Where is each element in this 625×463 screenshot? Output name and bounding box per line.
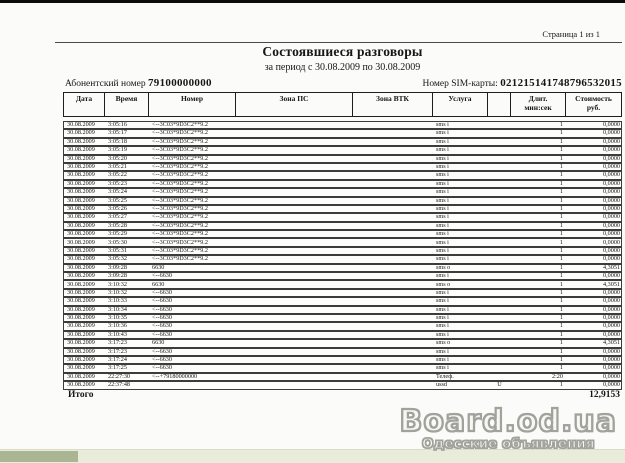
table-cell: 3:05:23 xyxy=(108,180,127,187)
table-header-row xyxy=(63,92,622,117)
table-cell: 3:05:24 xyxy=(108,189,127,196)
table-row xyxy=(63,264,622,272)
table-cell: 1 xyxy=(559,357,563,364)
table-cell: sms i xyxy=(436,256,449,263)
table-cell: 3:05:32 xyxy=(108,256,127,263)
table-cell: 1 xyxy=(559,206,563,212)
column-header: Дата xyxy=(64,93,105,116)
table-cell: sms i xyxy=(436,289,449,296)
sim-number xyxy=(422,77,622,89)
table-cell: sms i xyxy=(436,273,449,280)
table-cell: 3:10:43 xyxy=(108,331,127,338)
total-line xyxy=(68,390,620,400)
table-cell: 3:05:18 xyxy=(108,138,127,145)
table-cell: 1 xyxy=(559,138,563,145)
table-cell: 30.08.2009 xyxy=(67,340,95,347)
table-row xyxy=(63,272,622,280)
table-cell: 1 xyxy=(559,348,563,355)
table-cell: 3:17:24 xyxy=(108,357,127,364)
total-value: 12,9153 xyxy=(589,390,620,400)
sim-number-value: 021215141748796532015 xyxy=(500,77,622,89)
table-cell: sms o xyxy=(436,264,451,271)
table-row xyxy=(63,146,622,154)
table-cell: 1 xyxy=(559,264,563,271)
table-cell: sms i xyxy=(436,138,449,145)
table-cell: 30.08.2009 xyxy=(67,197,95,204)
table-cell: <--6630 xyxy=(152,289,172,296)
table-cell: 0,0000 xyxy=(602,323,620,330)
table-cell: 0,0000 xyxy=(602,315,620,322)
table-cell: <--6630 xyxy=(152,365,172,372)
total-label: Итого xyxy=(68,390,94,400)
table-cell: 0,0000 xyxy=(602,155,620,162)
table-cell: sms i xyxy=(436,180,449,187)
sim-number-label: Номер SIM-карты: xyxy=(422,79,498,89)
table-cell: sms i xyxy=(436,172,449,179)
table-row xyxy=(63,230,622,238)
table-cell: 30.08.2009 xyxy=(67,281,95,288)
table-cell: 3:17:23 xyxy=(108,340,127,347)
table-cell: 1 xyxy=(559,197,563,204)
table-cell: 30.08.2009 xyxy=(67,130,95,137)
table-cell: 0,0000 xyxy=(602,289,620,296)
table-row xyxy=(63,364,622,372)
table-cell: 0,0000 xyxy=(602,239,620,246)
column-header: Номер xyxy=(149,93,236,116)
top-black-bar xyxy=(0,0,625,3)
table-cell: 30.08.2009 xyxy=(67,180,95,187)
table-cell: 3:10:32 xyxy=(108,281,127,288)
table-cell: sms i xyxy=(436,365,449,372)
table-cell: 1 xyxy=(559,365,563,372)
table-row xyxy=(63,155,622,163)
table-cell: 1 xyxy=(559,155,563,162)
table-cell: 3:05:16 xyxy=(108,122,127,129)
table-cell: 30.08.2009 xyxy=(67,331,95,338)
table-cell: <--6630 xyxy=(152,323,172,330)
table-cell: sms i xyxy=(436,214,449,221)
table-cell: sms i xyxy=(436,231,449,238)
table-row xyxy=(63,121,622,129)
table-row xyxy=(63,188,622,196)
table-cell: sms i xyxy=(436,164,449,171)
table-cell: 1 xyxy=(559,273,563,280)
table-cell: sms i xyxy=(436,323,449,330)
table-cell: 30.08.2009 xyxy=(67,231,95,238)
table-cell: 3:10:34 xyxy=(108,306,127,313)
table-cell: <--3C03*9D3C2**9.2 xyxy=(152,214,208,221)
table-cell: U xyxy=(497,382,502,389)
table-cell: 3:05:28 xyxy=(108,222,127,229)
table-cell: 0,0000 xyxy=(602,231,620,238)
table-cell: sms i xyxy=(436,331,449,338)
table-cell: 0,0000 xyxy=(602,306,620,313)
table-cell: sms i xyxy=(436,155,449,162)
table-cell: 3:05:25 xyxy=(108,197,127,204)
table-cell: 30.08.2009 xyxy=(67,373,95,380)
table-cell: 1 xyxy=(559,214,563,221)
table-cell: 30.08.2009 xyxy=(67,298,95,305)
table-row xyxy=(63,289,622,297)
table-cell: sms o xyxy=(436,340,451,347)
table-cell: <--3C03*9D3C2**9.2 xyxy=(152,197,208,204)
table-cell: 30.08.2009 xyxy=(67,348,95,355)
table-cell: 30.08.2009 xyxy=(67,365,95,372)
table-cell: <--6630 xyxy=(152,357,172,364)
table-cell: sms i xyxy=(436,222,449,229)
table-row xyxy=(63,356,622,364)
table-cell: 0,0000 xyxy=(602,122,620,129)
table-cell: 0,0000 xyxy=(602,373,620,380)
table-cell: <--3C03*9D3C2**9.2 xyxy=(152,164,208,171)
table-cell: 30.08.2009 xyxy=(67,164,95,171)
table-cell: 0,0000 xyxy=(602,214,620,221)
watermark-tagline: Одесские объявления xyxy=(421,436,595,452)
table-cell: 1 xyxy=(559,147,563,154)
table-cell: 1 xyxy=(559,130,563,137)
table-cell: 3:09:28 xyxy=(108,264,127,271)
table-cell: 6630 xyxy=(152,281,165,288)
table-row xyxy=(63,171,622,179)
table-cell: <--3C03*9D3C2**9.2 xyxy=(152,206,208,212)
table-cell: 30.08.2009 xyxy=(67,222,95,229)
table-cell: 30.08.2009 xyxy=(67,147,95,154)
calls-table xyxy=(63,92,622,390)
table-cell: 1 xyxy=(559,172,563,179)
column-header: Зона ПС xyxy=(236,93,353,116)
table-cell: 3:10:35 xyxy=(108,315,127,322)
table-cell: 3:05:29 xyxy=(108,231,127,238)
table-cell: ussd xyxy=(436,382,448,389)
table-row xyxy=(63,180,622,188)
table-cell: 1 xyxy=(559,256,563,263)
column-header xyxy=(488,93,511,116)
column-header: Стоимость руб. xyxy=(575,94,612,112)
table-row xyxy=(63,138,622,146)
table-cell: 30.08.2009 xyxy=(67,239,95,246)
table-cell: <--3C03*9D3C2**9.2 xyxy=(152,155,208,162)
table-cell: <--6630 xyxy=(152,298,172,305)
table-cell: 22:27:30 xyxy=(108,373,131,380)
table-cell: sms i xyxy=(436,315,449,322)
page-indicator: Страница 1 из 1 xyxy=(542,29,600,39)
table-cell: 3:10:33 xyxy=(108,298,127,305)
table-row xyxy=(63,129,622,137)
table-cell: sms i xyxy=(436,306,449,313)
table-cell: 3:05:30 xyxy=(108,239,127,246)
table-cell: <--+79180000000 xyxy=(152,373,198,380)
table-cell: 6630 xyxy=(152,340,165,347)
table-cell: 1 xyxy=(559,281,563,288)
table-cell: 0,0000 xyxy=(602,206,620,212)
table-cell: 0,0000 xyxy=(602,331,620,338)
table-cell: sms i xyxy=(436,197,449,204)
table-cell: Телеф. xyxy=(436,373,454,380)
table-cell: 0,0000 xyxy=(602,130,620,137)
table-cell: <--3C03*9D3C2**9.2 xyxy=(152,172,208,179)
table-row xyxy=(63,213,622,221)
table-row xyxy=(63,222,622,230)
site-watermark xyxy=(399,404,617,452)
table-cell: 1 xyxy=(559,189,563,196)
table-cell: 3:09:28 xyxy=(108,273,127,280)
table-cell: 1 xyxy=(559,122,563,129)
table-row xyxy=(63,348,622,356)
table-cell: 1 xyxy=(559,306,563,313)
table-cell: 0,0000 xyxy=(602,189,620,196)
table-cell: 30.08.2009 xyxy=(67,122,95,129)
table-cell: 30.08.2009 xyxy=(67,172,95,179)
table-cell: 22:37:48 xyxy=(108,382,131,389)
column-header: Длит. мин:сек xyxy=(511,93,566,116)
table-cell: sms i xyxy=(436,239,449,246)
table-cell: 1 xyxy=(559,340,563,347)
table-body xyxy=(63,121,622,390)
table-cell: 1 xyxy=(559,289,563,296)
column-header: Услуга xyxy=(433,93,488,116)
table-cell: 1 xyxy=(559,164,563,171)
table-cell: 30.08.2009 xyxy=(67,214,95,221)
table-cell: 0,0000 xyxy=(602,357,620,364)
table-cell: 0,0000 xyxy=(602,197,620,204)
table-cell: 30.08.2009 xyxy=(67,315,95,322)
table-cell: <--6630 xyxy=(152,331,172,338)
table-row xyxy=(63,205,622,213)
table-cell: 1 xyxy=(559,239,563,246)
header-rule xyxy=(55,42,622,43)
table-cell: 1 xyxy=(559,180,563,187)
table-cell: 4,3051 xyxy=(602,340,620,347)
table-row xyxy=(63,197,622,205)
table-cell: sms i xyxy=(436,357,449,364)
table-row xyxy=(63,280,622,288)
table-cell: 4,3051 xyxy=(602,281,620,288)
table-cell: 6630 xyxy=(152,264,165,271)
table-cell: 0,0000 xyxy=(602,138,620,145)
table-row xyxy=(63,331,622,339)
table-cell: 3:10:32 xyxy=(108,289,127,296)
table-cell: 1 xyxy=(559,315,563,322)
table-row xyxy=(63,381,622,389)
scrollbar-thumb[interactable] xyxy=(0,451,78,462)
table-cell: <--6630 xyxy=(152,273,172,280)
table-cell: 3:05:26 xyxy=(108,206,127,212)
table-cell: 0,0000 xyxy=(602,147,620,154)
table-cell: 30.08.2009 xyxy=(67,357,95,364)
table-cell: <--3C03*9D3C2**9.2 xyxy=(152,130,208,137)
table-cell: 3:05:17 xyxy=(108,130,127,137)
table-cell: sms i xyxy=(436,122,449,129)
table-cell: <--3C03*9D3C2**9.2 xyxy=(152,231,208,238)
table-cell: 30.08.2009 xyxy=(67,289,95,296)
subscriber-number xyxy=(65,77,212,89)
watermark-site-name: Board.od.ua xyxy=(399,404,617,439)
table-cell: sms i xyxy=(436,189,449,196)
table-cell: 1 xyxy=(559,222,563,229)
table-cell: 0,0000 xyxy=(602,273,620,280)
table-row xyxy=(63,297,622,305)
table-row xyxy=(63,238,622,246)
table-cell: <--3C03*9D3C2**9.2 xyxy=(152,189,208,196)
table-cell: 0,0000 xyxy=(602,382,620,389)
table-cell: 3:17:25 xyxy=(108,365,127,372)
table-row xyxy=(63,314,622,322)
table-cell: 0,0000 xyxy=(602,172,620,179)
table-cell: 1 xyxy=(559,298,563,305)
table-cell: 30.08.2009 xyxy=(67,323,95,330)
table-row xyxy=(63,255,622,263)
table-cell: 0,0000 xyxy=(602,247,620,254)
account-numbers-line xyxy=(65,77,622,89)
table-cell: 30.08.2009 xyxy=(67,155,95,162)
table-row xyxy=(63,247,622,255)
table-cell: sms o xyxy=(436,281,451,288)
table-row xyxy=(63,163,622,171)
table-cell: 30.08.2009 xyxy=(67,256,95,263)
table-cell: 4,3051 xyxy=(602,264,620,271)
table-cell: sms i xyxy=(436,348,449,355)
table-cell: 30.08.2009 xyxy=(67,264,95,271)
table-cell: 3:10:36 xyxy=(108,323,127,330)
page-title: Состоявшиеся разговоры xyxy=(262,44,423,59)
column-header: Время xyxy=(105,93,149,116)
table-cell: <--6630 xyxy=(152,348,172,355)
table-cell: 1 xyxy=(559,247,563,254)
table-cell: <--6630 xyxy=(152,315,172,322)
table-cell: sms i xyxy=(436,247,449,254)
table-row xyxy=(63,339,622,347)
table-row xyxy=(63,322,622,330)
table-cell: <--3C03*9D3C2**9.2 xyxy=(152,256,208,263)
table-cell: 3:17:23 xyxy=(108,348,127,355)
table-cell: sms i xyxy=(436,130,449,137)
table-cell: 0,0000 xyxy=(602,256,620,263)
table-cell: 30.08.2009 xyxy=(67,247,95,254)
table-cell: <--3C03*9D3C2**9.2 xyxy=(152,138,208,145)
table-cell: 30.08.2009 xyxy=(67,138,95,145)
table-cell: 3:05:22 xyxy=(108,172,127,179)
table-cell: <--3C03*9D3C2**9.2 xyxy=(152,180,208,187)
table-cell: <--3C03*9D3C2**9.2 xyxy=(152,122,208,129)
report-period: за период с 30.08.2009 по 30.08.2009 xyxy=(264,62,421,73)
table-cell: 3:05:20 xyxy=(108,155,127,162)
table-cell: 3:05:31 xyxy=(108,247,127,254)
column-header: Зона ВТК xyxy=(353,93,433,116)
table-cell: 1 xyxy=(559,231,563,238)
table-cell: sms i xyxy=(436,147,449,154)
table-cell: <--3C03*9D3C2**9.2 xyxy=(152,239,208,246)
table-cell: sms i xyxy=(436,298,449,305)
table-cell: <--3C03*9D3C2**9.2 xyxy=(152,147,208,154)
table-cell: 0,0000 xyxy=(602,180,620,187)
table-cell: <--3C03*9D3C2**9.2 xyxy=(152,247,208,254)
table-cell: sms i xyxy=(436,206,449,212)
table-cell: 1 xyxy=(559,323,563,330)
table-cell: 30.08.2009 xyxy=(67,206,95,212)
table-cell: 0,0000 xyxy=(602,222,620,229)
table-cell: 30.08.2009 xyxy=(67,189,95,196)
table-cell: 3:05:27 xyxy=(108,214,127,221)
table-cell: 30.08.2009 xyxy=(67,306,95,313)
table-cell: 3:05:19 xyxy=(108,147,127,154)
table-cell: 0,0000 xyxy=(602,164,620,171)
subscriber-number-label: Абонентский номер xyxy=(65,79,146,89)
table-row xyxy=(63,306,622,314)
table-cell: <--6630 xyxy=(152,306,172,313)
table-cell: 3:05:21 xyxy=(108,164,127,171)
table-cell: 1 xyxy=(559,331,563,338)
table-cell: 0,0000 xyxy=(602,365,620,372)
table-row xyxy=(63,373,622,381)
table-cell: 30.08.2009 xyxy=(67,273,95,280)
table-cell: 0,0000 xyxy=(602,298,620,305)
table-cell: 30.08.2009 xyxy=(67,382,95,389)
table-cell: 0,0000 xyxy=(602,348,620,355)
table-cell: 2:20 xyxy=(551,373,563,380)
table-cell: 1 xyxy=(559,382,563,389)
subscriber-number-value: 79100000000 xyxy=(148,77,212,89)
table-cell: <--3C03*9D3C2**9.2 xyxy=(152,222,208,229)
